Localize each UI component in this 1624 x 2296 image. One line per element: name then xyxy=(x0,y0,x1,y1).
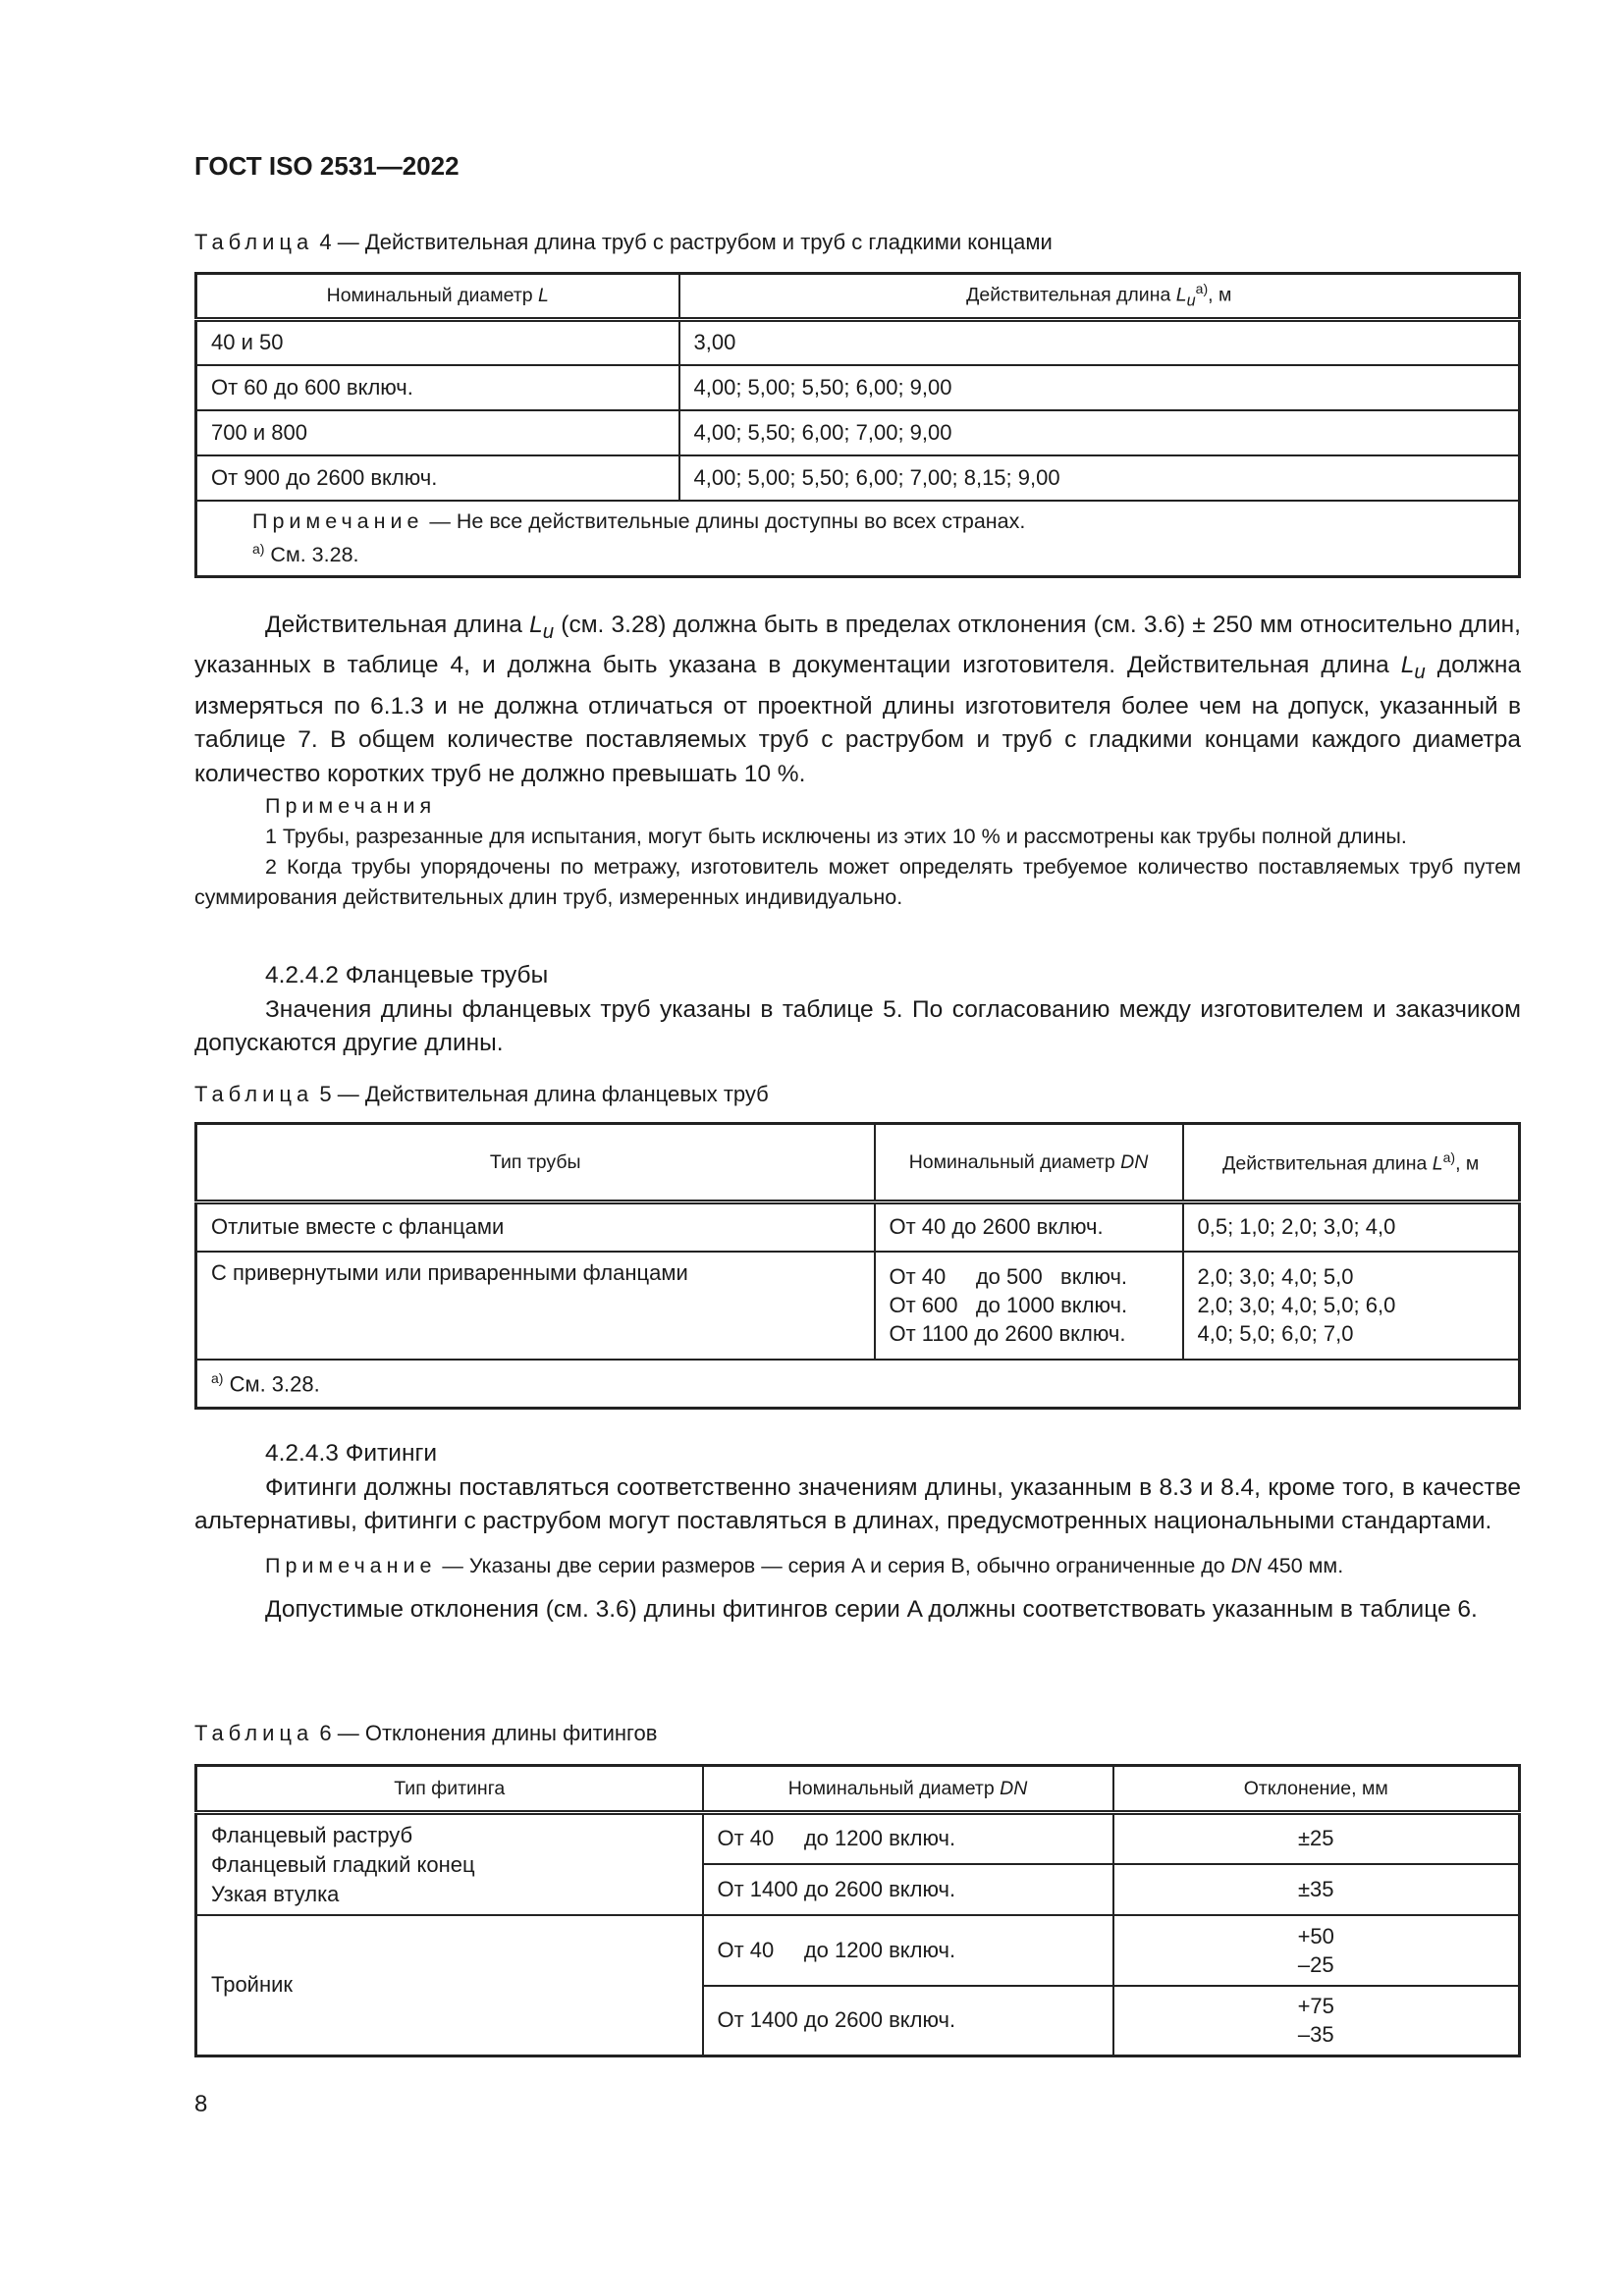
table-row: Отлитые вместе с фланцами От 40 до 2600 включ. 0,5; 1,0; 2,0; 3,0; 4,0 xyxy=(196,1202,1520,1252)
paragraph-actual-length: Действительная длина $L_u$ (см. 3.28) должна быть в пределах отклонения (см. 3.6) ± 250 мм относительно длин, указанных в таблице 4, и должна быть указана в документации изготовителя. Действительная длина $L_u$ должна измеряться по 6.1.3 и не должна отличаться от проектной длины изготовителя более чем на допуск, указанный в таблице 7. В общем количестве поставляемых труб с раструбом и труб с гладкими концами каждого диаметра количество коротких труб не должно превышать 10 %. xyxy=(194,612,1522,787)
table6-header-type: Тип фитинга xyxy=(196,1766,703,1813)
table4-header-dn: Номинальный диаметр L xyxy=(196,274,679,320)
page-number: 8 xyxy=(194,2091,208,2117)
table5-caption: Таблица 5 — Действительная длина фланцевых труб xyxy=(194,1082,769,1106)
caption-label: Таблица xyxy=(194,230,314,254)
table-row: От 900 до 2600 включ. 4,00; 5,00; 5,50; 6,00; 7,00; 8,15; 9,00 xyxy=(196,455,1520,501)
table-row: От 60 до 600 включ. 4,00; 5,00; 5,50; 6,00; 9,00 xyxy=(196,365,1520,410)
table6-header-dn: Номинальный диаметр DN xyxy=(703,1766,1113,1813)
document-header: ГОСТ ISO 2531—2022 xyxy=(194,151,460,181)
table4-header-length: Действительная длина $L_u^{a)}$, м xyxy=(679,274,1520,320)
table4 xyxy=(194,272,1521,578)
section-4242: 4.2.4.2 Фланцевые трубы Значения длины фланцевых труб указаны в таблице 5. По согласованию между изготовителем и заказчиком допускаются другие длины. xyxy=(194,959,1521,1061)
section-heading: 4.2.4.3 Фитинги xyxy=(265,1440,438,1467)
table4-note: Примечание — Не все действительные длины доступны во всех странах. $^{a)}$ См. 3.28. xyxy=(196,501,1520,577)
table4-caption xyxy=(194,230,1521,255)
table6-caption: Таблица 6 — Отклонения длины фитингов xyxy=(194,1721,658,1745)
table5-header-dn: Номинальный диаметр DN xyxy=(875,1124,1183,1202)
table-row: 40 и 50 3,00 xyxy=(196,320,1520,365)
table-row: От 1400 до 2600 включ. ±35 xyxy=(196,1864,1520,1915)
table5-header-type: Тип трубы xyxy=(196,1124,875,1202)
table-row: С привернутыми или приваренными фланцами От 40 до 500 включ. От 600 до 1000 включ. От 1100 до 2600 включ. 2,0; 3,0; 4,0; 5,0 2,0; 3,0; 4,0; 5,0; 6,0 4,0; 5,0; 6,0; 7,0 xyxy=(196,1252,1520,1360)
notes-block: Примечания 1 Трубы, разрезанные для испытания, могут быть исключены из этих 10 % и рассмотрены как трубы полной длины. 2 Когда трубы упорядочены по метражу, изготовитель может определять требуемое количество поставляемых труб путем суммирования действительных длин труб, измеренных индивидуально. xyxy=(194,794,1521,909)
table-row: От 1400 до 2600 включ. +75 –35 xyxy=(196,1986,1520,2056)
table6-header-deviation: Отклонение, мм xyxy=(1113,1766,1520,1813)
table-row: Фланцевый раструб Фланцевый гладкий конец Узкая втулка От 40 до 1200 включ. ±25 xyxy=(196,1813,1520,1864)
table5-header-length: Действительная длина $L^{a)}$, м xyxy=(1183,1124,1520,1202)
table5 xyxy=(194,1122,1521,1410)
table-row: Тройник От 40 до 1200 включ. +50 –25 xyxy=(196,1915,1520,1986)
table5-footnote: $^{a)}$ См. 3.28. xyxy=(196,1360,1520,1409)
caption-text: 4 — Действительная длина труб с раструбом и труб с гладкими концами xyxy=(313,230,1053,254)
table6 xyxy=(194,1764,1521,2057)
section-4243: 4.2.4.3 Фитинги Фитинги должны поставляться соответственно значениям длины, указанным в 8.3 и 8.4, кроме того, в качестве альтернативы, фитинги с раструбом могут поставляться в длинах, предусмотренных национальными стандартами. Примечание — Указаны две серии размеров — серия A и серия B, обычно ограниченные до DN 450 мм. Допустимые отклонения (см. 3.6) длины фитингов серии A должны соответствовать указанным в таблице 6. xyxy=(194,1437,1521,1627)
section-note: Примечание — Указаны две серии размеров — серия A и серия B, обычно ограниченные до DN 450 мм. xyxy=(265,1553,1344,1577)
section-heading: 4.2.4.2 Фланцевые трубы xyxy=(265,962,549,988)
table-row: 700 и 800 4,00; 5,50; 6,00; 7,00; 9,00 xyxy=(196,410,1520,455)
